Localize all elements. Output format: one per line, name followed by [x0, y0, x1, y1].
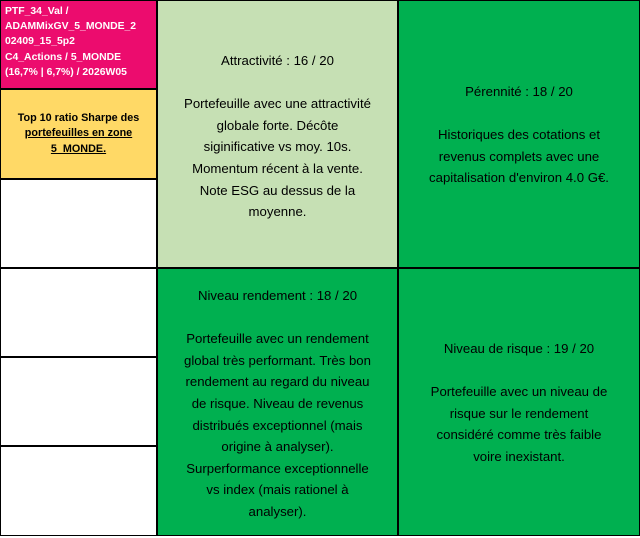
rendement-line-1: Portefeuille avec un rendement — [186, 331, 369, 347]
rendement-line-5: distribués exceptionnel (mais — [192, 417, 363, 433]
attractivite-line-2: globale forte. Décôte — [216, 117, 339, 133]
rendement-title: Niveau rendement : 18 / 20 — [197, 288, 358, 303]
portfolio-id-line-3: 02409_15_5p2 — [5, 36, 75, 48]
rendement-panel[interactable] — [157, 268, 398, 536]
rendement-line-6: origine à analyser). — [221, 439, 334, 455]
risque-title: Niveau de risque : 19 / 20 — [443, 341, 595, 356]
perennite-panel[interactable] — [398, 0, 640, 268]
rendement-line-4: de risque. Niveau de revenus — [191, 395, 364, 411]
empty-cell-2[interactable] — [0, 268, 157, 357]
risque-panel[interactable] — [398, 268, 640, 536]
perennite-line-2: revenus complets avec une — [438, 148, 600, 164]
top10-line-1: Top 10 ratio Sharpe des — [17, 111, 140, 124]
portfolio-id-line-5: (16,7% | 6,7%) / 2026W05 — [5, 66, 127, 78]
risque-line-1: Portefeuille avec un niveau de — [430, 384, 608, 400]
top10-line-3: 5_MONDE. — [50, 142, 107, 155]
attractivite-line-1: Portefeuille avec une attractivité — [184, 96, 371, 112]
portfolio-id-cell[interactable] — [0, 0, 157, 89]
portfolio-id-line-2: ADAMMixGV_5_MONDE_2 — [5, 21, 137, 33]
attractivite-title: Attractivité : 16 / 20 — [221, 53, 334, 68]
perennite-line-3: capitalisation d'environ 4.0 G€. — [429, 170, 609, 186]
perennite-title: Pérennité : 18 / 20 — [465, 84, 573, 99]
attractivite-line-3: siginificative vs moy. 10s. — [203, 139, 352, 155]
empty-cell-3[interactable] — [0, 357, 157, 446]
risque-line-2: risque sur le rendement — [449, 405, 589, 421]
attractivite-line-6: moyenne. — [248, 204, 307, 220]
top10-sharpe-cell[interactable] — [0, 89, 157, 179]
rendement-line-3: rendement au regard du niveau — [185, 374, 370, 390]
perennite-line-1: Historiques des cotations et — [438, 127, 600, 143]
portfolio-id-line-4: C4_Actions / 5_MONDE — [5, 51, 122, 63]
top10-line-2: portefeuilles en zone — [24, 127, 133, 140]
rendement-line-7: Surperformance exceptionnelle — [186, 460, 369, 476]
attractivite-panel[interactable] — [157, 0, 398, 268]
attractivite-line-5: Note ESG au dessus de la — [199, 182, 356, 198]
risque-line-3: considéré comme très faible — [436, 427, 602, 443]
rendement-line-9: analyser). — [248, 503, 307, 519]
empty-cell-4[interactable] — [0, 446, 157, 536]
empty-cell-1[interactable] — [0, 179, 157, 268]
attractivite-line-4: Momentum récent à la vente. — [192, 160, 363, 176]
portfolio-id-line-1: PTF_34_Val / — [5, 6, 69, 17]
rendement-line-2: global très performant. Très bon — [184, 352, 371, 368]
risque-line-4: voire inexistant. — [473, 448, 565, 464]
rendement-line-8: vs index (mais rationel à — [206, 482, 349, 498]
